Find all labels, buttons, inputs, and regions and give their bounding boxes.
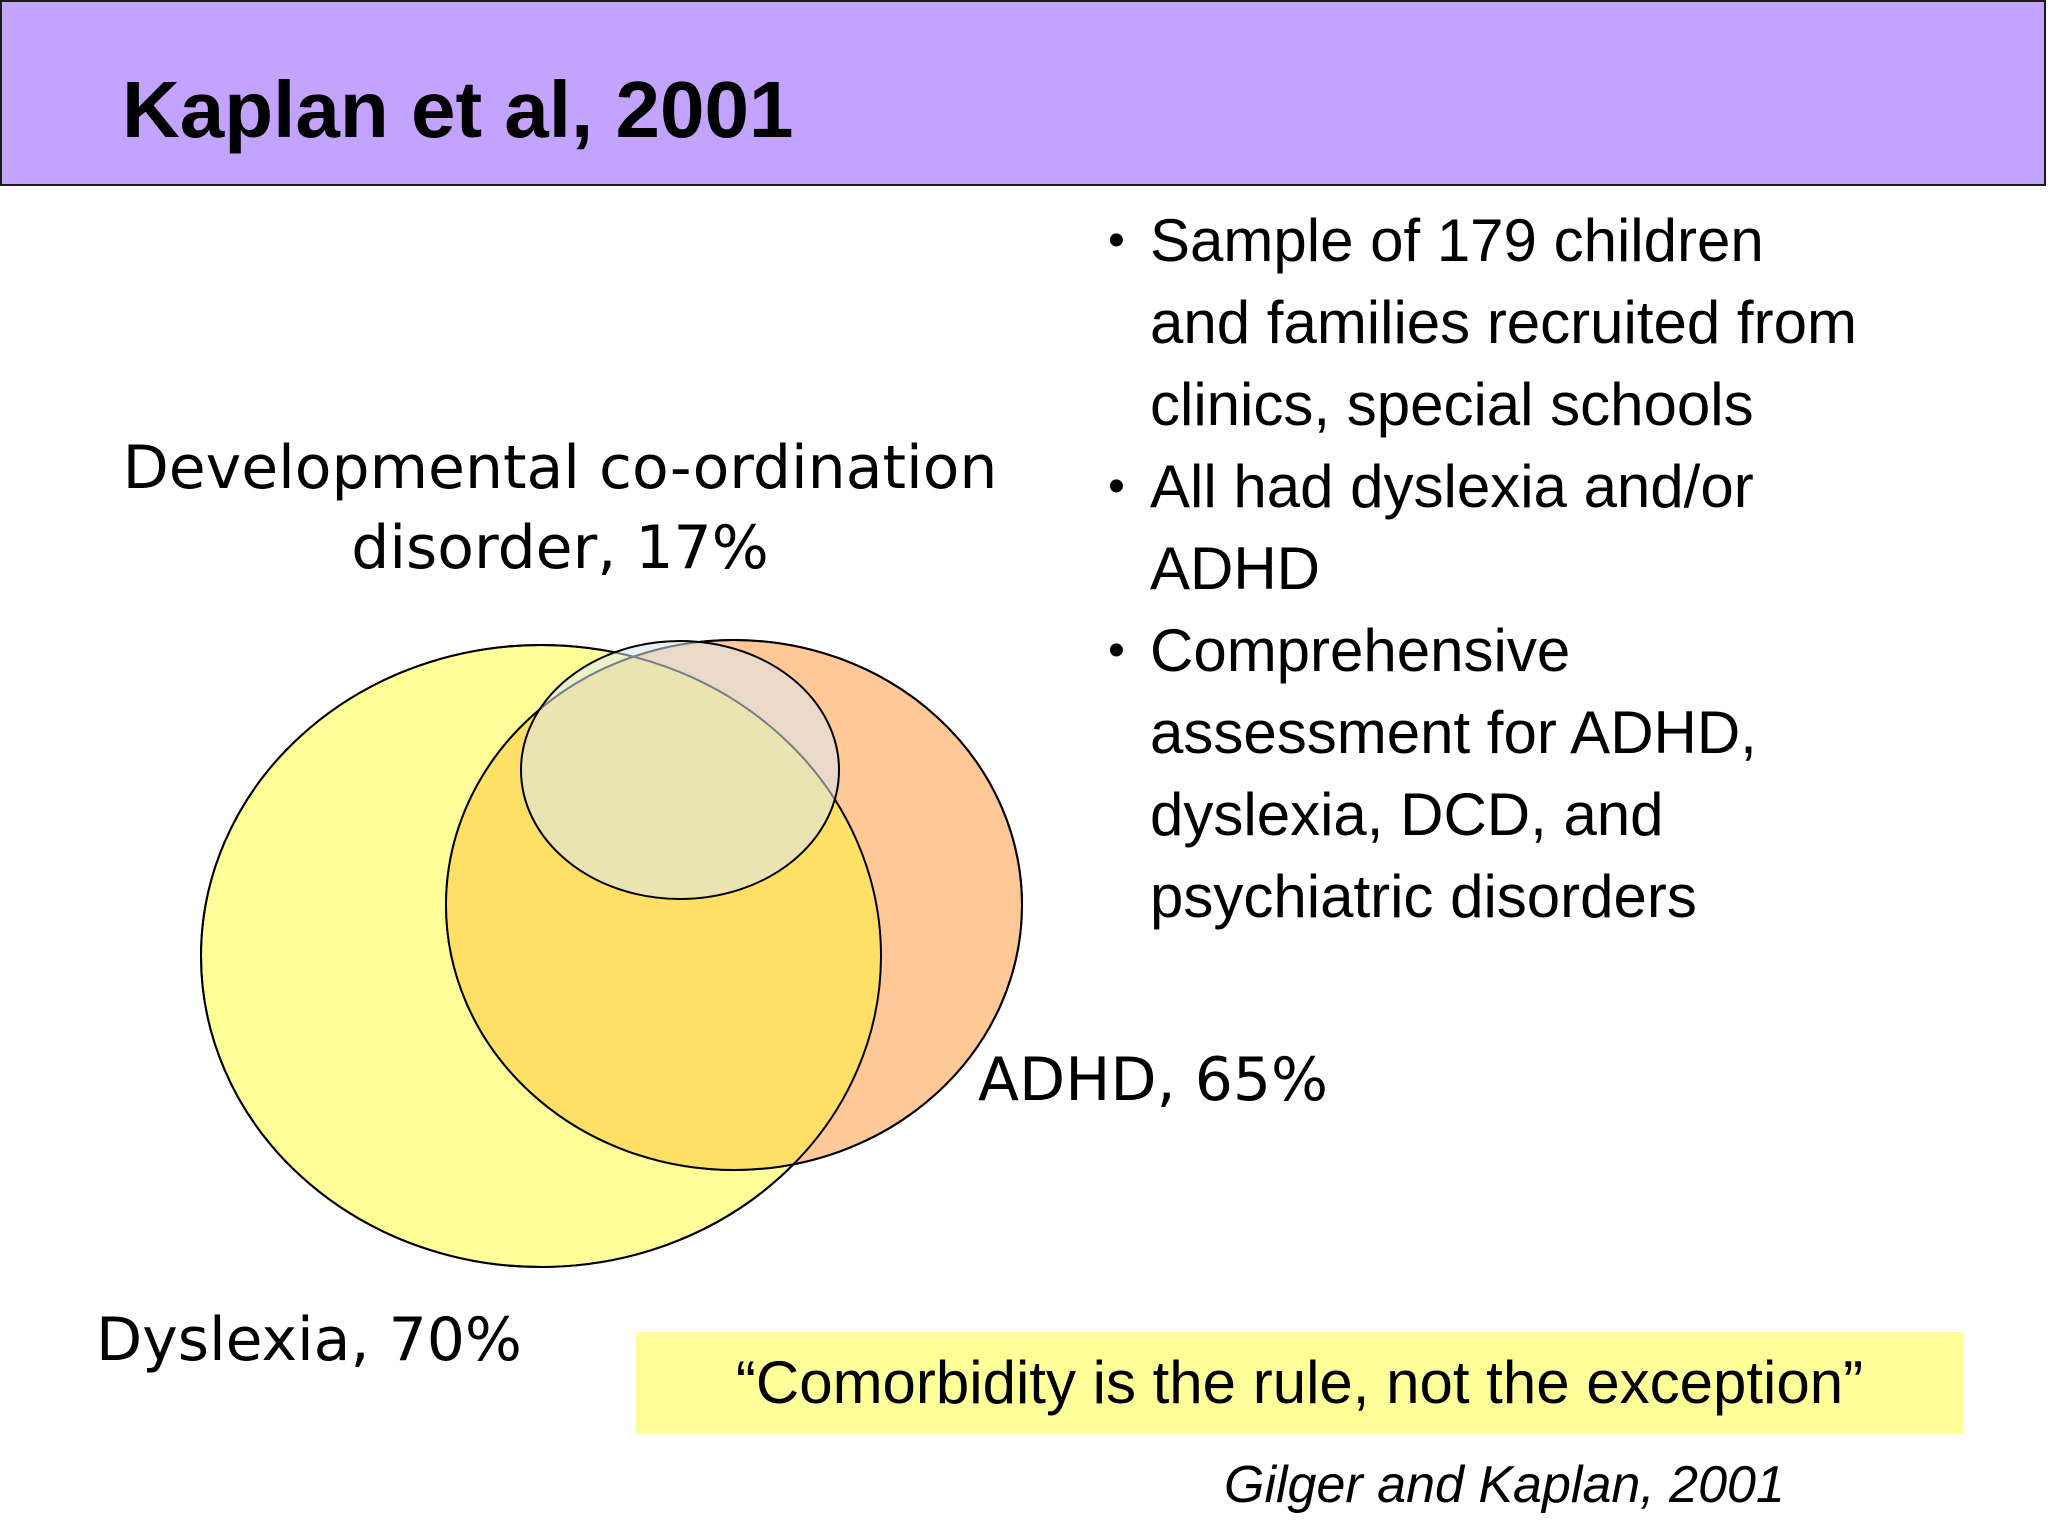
citation: Gilger and Kaplan, 2001 xyxy=(1224,1456,1785,1514)
bullet-line: Comprehensive xyxy=(1150,617,1571,684)
bullet-line: All had dyslexia and/or xyxy=(1150,453,1754,520)
bullet-item-sample xyxy=(1108,200,1857,446)
dcd-label xyxy=(110,428,1010,588)
dcd-label-line1: Developmental co-ordination xyxy=(122,433,998,503)
bullet-item-inclusion xyxy=(1108,446,1857,610)
bullet-dot: • xyxy=(1108,214,1125,267)
bullet-dot: • xyxy=(1108,624,1125,677)
bullet-list xyxy=(1108,200,1857,938)
bullet-item-assessment xyxy=(1108,610,1857,938)
adhd-label: ADHD, 65% xyxy=(978,1045,1329,1115)
dcd-circle xyxy=(521,641,839,899)
quote-box: “Comorbidity is the rule, not the exception” xyxy=(636,1332,1963,1434)
bullet-line: and families recruited from xyxy=(1150,289,1857,356)
bullet-line: ADHD xyxy=(1150,535,1321,602)
dyslexia-label: Dyslexia, 70% xyxy=(96,1305,522,1375)
slide-title: Kaplan et al, 2001 xyxy=(122,65,794,154)
dcd-label-line2: disorder, 17% xyxy=(351,513,769,583)
bullet-line: Sample of 179 children xyxy=(1150,207,1764,274)
bullet-line: clinics, special schools xyxy=(1150,371,1754,438)
bullet-line: dyslexia, DCD, and xyxy=(1150,781,1664,848)
bullet-line: psychiatric disorders xyxy=(1150,863,1697,930)
bullet-line: assessment for ADHD, xyxy=(1150,699,1757,766)
bullet-dot: • xyxy=(1108,460,1125,513)
